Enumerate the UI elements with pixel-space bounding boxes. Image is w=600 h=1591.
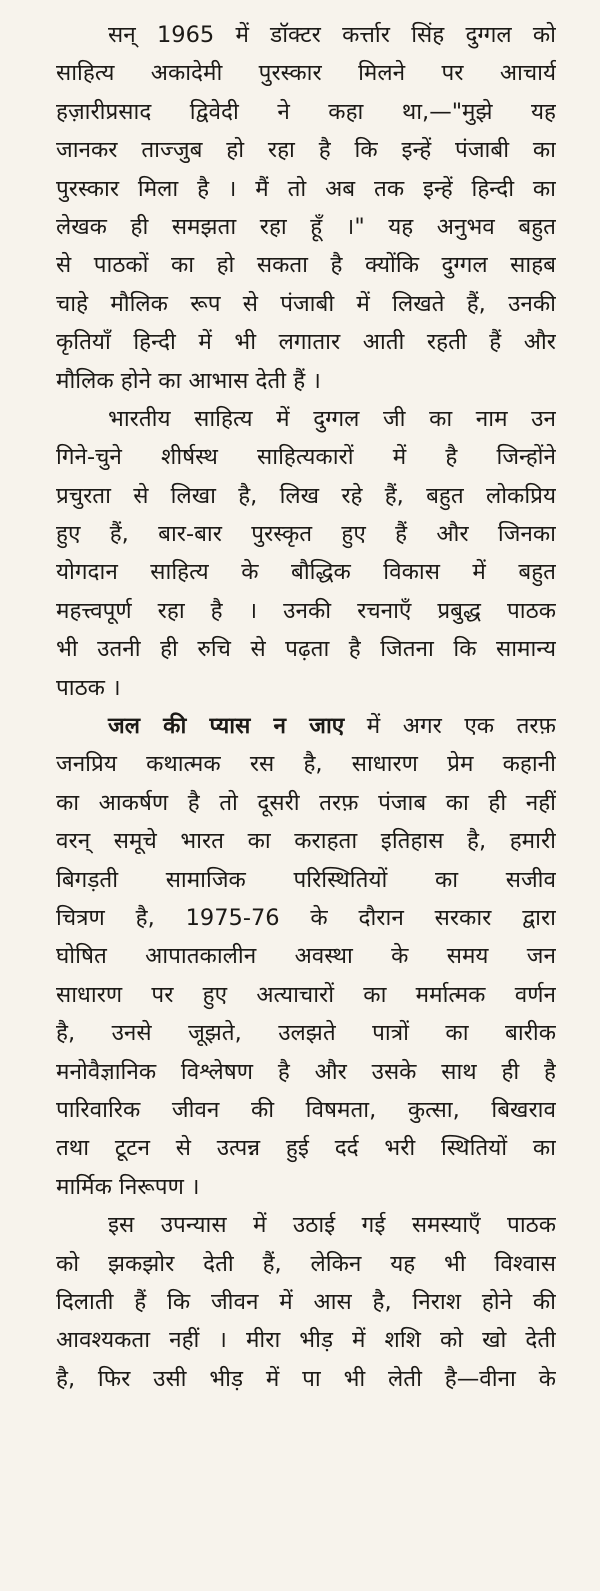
text-line: साधारण पर हुए अत्याचारों का मर्मात्मक वर्णन (56, 981, 556, 1008)
text-line: घोषित आपातकालीन अवस्था के समय जन (56, 943, 556, 970)
text-line: है, उनसे जूझते, उलझते पात्रों का बारीक (56, 1020, 556, 1047)
paragraph-3 (56, 707, 556, 1206)
paragraph-2 (56, 400, 556, 707)
text-line: चाहे मौलिक रूप से पंजाबी में लिखते हैं, उनकी (56, 290, 556, 317)
text-line: को झकझोर देती हैं, लेकिन यह भी विश्वास (56, 1250, 556, 1277)
text-line: पारिवारिक जीवन की विषमता, कुत्सा, बिखराव (56, 1096, 556, 1123)
text-line: भारतीय साहित्य में दुग्गल जी का नाम उन (108, 405, 556, 432)
text-line: इस उपन्यास में उठाई गई समस्याएँ पाठक (108, 1212, 556, 1239)
text-line: है, फिर उसी भीड़ में पा भी लेती है—वीना के (56, 1365, 556, 1392)
text-line: हुए हैं, बार-बार पुरस्कृत हुए हैं और जिनका (56, 521, 556, 548)
text-line: साहित्य अकादेमी पुरस्कार मिलने पर आचार्य (56, 60, 556, 87)
text-line: से पाठकों का हो सकता है क्योंकि दुग्गल साहब (56, 252, 556, 279)
text-line: तथा टूटन से उत्पन्न हुई दर्द भरी स्थितियों का (56, 1135, 556, 1162)
text-line: महत्त्वपूर्ण रहा है । उनकी रचनाएँ प्रबुद्ध पाठक (56, 597, 556, 624)
text-line: बिगड़ती सामाजिक परिस्थितियों का सजीव (56, 866, 556, 893)
text-line: वरन् समूचे भारत का कराहता इतिहास है, हमारी (56, 828, 556, 855)
text-line: लेखक ही समझता रहा हूँ ।" यह अनुभव बहुत (56, 213, 556, 240)
text-line: कृतियाँ हिन्दी में भी लगातार आती रहती हैं और (56, 329, 556, 356)
body-text (56, 16, 556, 1398)
text-line: सन् 1965 में डॉक्टर कर्त्तार सिंह दुग्गल को (108, 22, 556, 48)
text-line: का आकर्षण है तो दूसरी तरफ़ पंजाब का ही नहीं (56, 789, 556, 816)
text-line: पुरस्कार मिला है । मैं तो अब तक इन्हें हिन्दी का (56, 175, 556, 202)
novel-title: जल की प्यास न जाए (108, 713, 345, 740)
text-line: दिलाती हैं कि जीवन में आस है, निराश होने की (56, 1288, 556, 1315)
text-line: मनोवैज्ञानिक विश्लेषण है और उसके साथ ही है (56, 1058, 556, 1085)
text-line: मार्मिक निरूपण । (56, 1173, 200, 1200)
text-line: मौलिक होने का आभास देती हैं । (56, 367, 321, 394)
text-line: जनप्रिय कथात्मक रस है, साधारण प्रेम कहानी (56, 751, 556, 778)
text-line: जानकर ताज्जुब हो रहा है कि इन्हें पंजाबी का (56, 137, 556, 164)
text-line: योगदान साहित्य के बौद्धिक विकास में बहुत (56, 559, 556, 586)
text-line-with-title (56, 707, 556, 745)
text-line-rest: में अगर एक तरफ़ (344, 713, 556, 740)
text-line: प्रचुरता से लिखा है, लिख रहे हैं, बहुत लोकप्रिय (56, 482, 556, 509)
paragraph-1 (56, 16, 556, 400)
text-line: चित्रण है, 1975-76 के दौरान सरकार द्वारा (56, 904, 556, 931)
text-line: भी उतनी ही रुचि से पढ़ता है जितना कि सामान्य (56, 636, 556, 663)
paragraph-4 (56, 1206, 556, 1398)
text-line: हज़ारीप्रसाद द्विवेदी ने कहा था,—"मुझे यह (56, 98, 556, 125)
text-line: पाठक । (56, 674, 121, 701)
text-line: आवश्यकता नहीं । मीरा भीड़ में शशि को खो देती (56, 1327, 556, 1354)
text-line: गिने-चुने शीर्षस्थ साहित्यकारों में है जिन्होंने (56, 444, 556, 471)
